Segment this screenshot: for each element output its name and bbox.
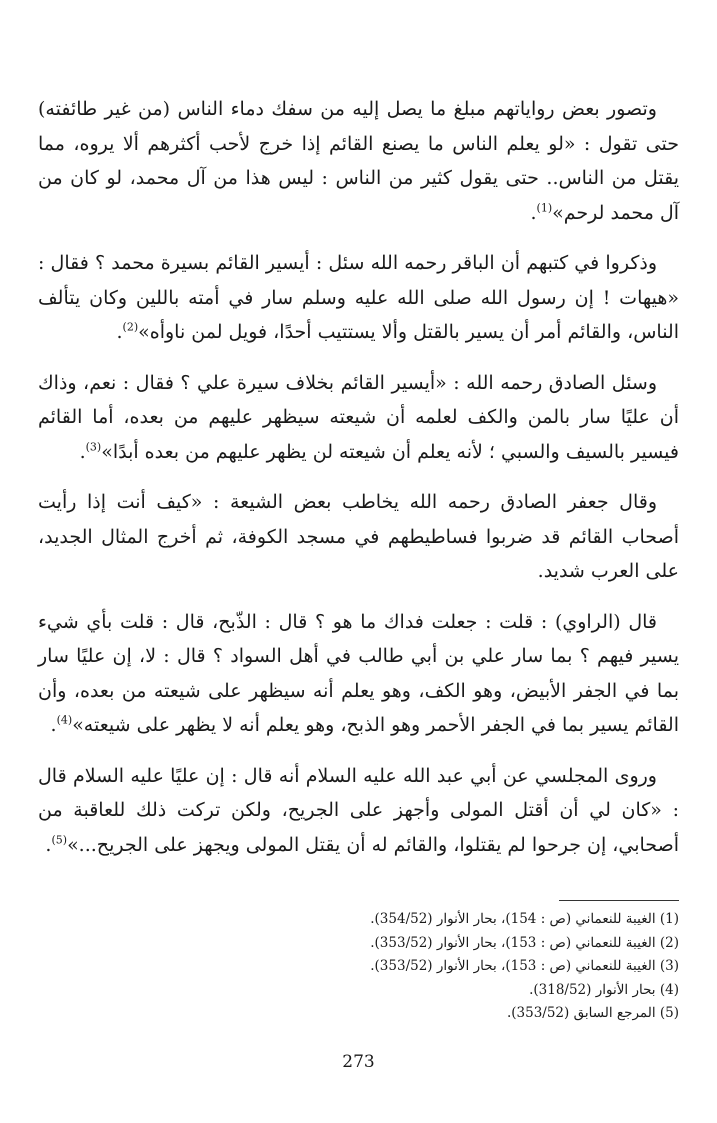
footnote: (1) الغيبة للنعماني (ص : 154)، بحار الأنوار (354/52). [370, 911, 679, 927]
page-number: 273 [342, 1052, 375, 1072]
footnote-divider [559, 900, 679, 901]
footnote-ref: (1) [536, 201, 553, 215]
footnote: (2) الغيبة للنعماني (ص : 153)، بحار الأنوار (353/52). [370, 934, 679, 951]
footnote: (3) الغيبة للنعماني (ص : 153)، بحار الأنوار (353/52). [370, 958, 679, 974]
main-text [38, 92, 679, 878]
footnote: (4) بحار الأنوار (318/52). [529, 981, 679, 998]
footnote-ref: (4) [56, 713, 73, 727]
footnotes-list [38, 908, 679, 1026]
paragraph: وقال جعفر الصادق رحمه الله يخاطب بعض الشيعة : «كيف أنت إذا رأيت أصحاب القائم قد ضربوا فساطيطهم في مسجد الكوفة، ثم أخرج المثال الجديد، على العرب شديد. [38, 491, 679, 582]
paragraph: قال (الراوي) : قلت : جعلت فداك ما هو ؟ قال : الذّبح، قال : قلت بأي شيء يسير فيهم ؟ بما سار علي بن أبي طالب في أهل السواد ؟ قال : لا، إن عليًا سار بما في الجفر الأبيض، وهو الكف، وهو يعلم أنه سيظهر على شيعته من بعده، وأن القائم يسير بما في الجفر الأحمر وهو الذبح، وهو يعلم أنه لا يظهر على شيعته»$^{(4)}$. [38, 610, 679, 736]
footnote-ref: (5) [51, 833, 68, 847]
footnote-ref: (3) [85, 440, 102, 454]
footnote-ref: (2) [122, 320, 139, 334]
footnote: (5) المرجع السابق (353/52). [506, 1005, 679, 1021]
paragraph: وذكروا في كتبهم أن الباقر رحمه الله سئل : أيسير القائم بسيرة محمد ؟ فقال : «هيهات ! إن رسول الله صلى الله عليه وسلم سار في أمته باللين وكان يتألف الناس، والقائم أمر أن يسير بالقتل وألا يستتيب أحدًا، فويل لمن ناوأه»$^{(2)}$. [38, 252, 679, 343]
paragraph: وروى المجلسي عن أبي عبد الله عليه السلام أنه قال : إن عليًا عليه السلام قال : «كان لي أن أقتل المولى وأجهز على الجريح، ولكن تركت ذلك للعاقبة من أصحابي، إن جرحوا لم يقتلوا، والقائم له أن يقتل المولى ويجهز على الجريح...»$^{(5)}$. [38, 764, 679, 856]
paragraph: وسئل الصادق رحمه الله : «أيسير القائم بخلاف سيرة علي ؟ فقال : نعم، وذاك أن عليًا سار بالمن والكف لعلمه أن شيعته سيظهر عليهم من بعده، أما القائم فيسير بالسيف والسبي ؛ لأنه يعلم أن شيعته لن يظهر عليهم من بعده أبدًا»$^{(3)}$. [38, 371, 679, 463]
paragraph: وتصور بعض رواياتهم مبلغ ما يصل إليه من سفك دماء الناس (من غير طائفته) حتى تقول : «لو يعلم الناس ما يصنع القائم إذا خرج لأحب أكثرهم ألا يروه، مما يقتل من الناس.. حتى يقول كثير من الناس : ليس هذا من آل محمد، لو كان من آل محمد لرحم»$^{(1)}$. [38, 98, 679, 224]
